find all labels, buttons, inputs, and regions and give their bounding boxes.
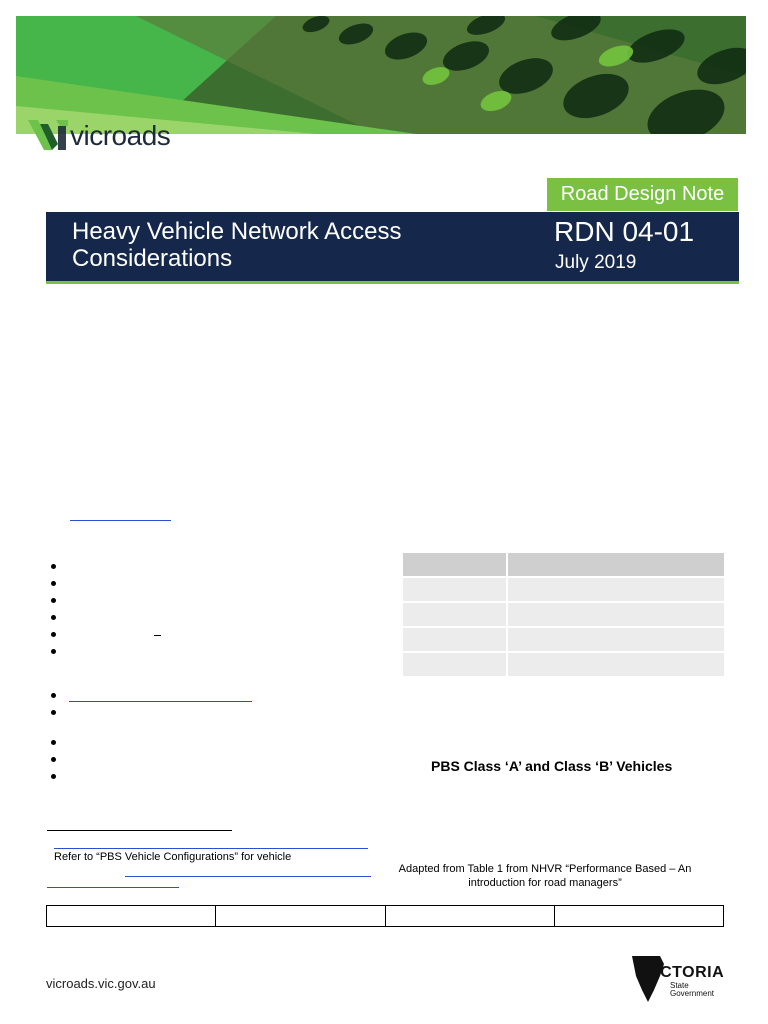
table-header-row (403, 553, 724, 577)
bottom-table (46, 905, 724, 927)
victoria-government-logo (630, 954, 730, 1002)
bullet-point (51, 632, 56, 637)
hyperlink-underline[interactable] (69, 701, 252, 702)
bullet-point (51, 581, 56, 586)
bullet-point (51, 693, 56, 698)
bullet-point (51, 740, 56, 745)
table-cell (216, 906, 385, 926)
table-cell (555, 906, 723, 926)
bullet-point (51, 710, 56, 715)
document-number: RDN 04-01 (554, 216, 695, 247)
road-design-note-tag: Road Design Note (547, 178, 738, 211)
hyperlink-underline[interactable] (125, 876, 371, 877)
vicroads-logo-text: vicroads (70, 120, 171, 151)
bullet-point (51, 757, 56, 762)
table-caption: Adapted from Table 1 from NHVR “Performance Based – An introduction for road managers” (398, 863, 692, 889)
hyperlink-underline[interactable] (54, 848, 368, 849)
victoria-logo-text: VICTORIA (644, 964, 725, 981)
footnote-text: Refer to “PBS Vehicle Configurations” for vehicle (54, 851, 292, 863)
hyperlink-underline[interactable] (70, 520, 171, 521)
table-row (403, 577, 724, 602)
document-title: Heavy Vehicle Network Access Considerations (72, 218, 402, 272)
vicroads-logo (26, 114, 226, 158)
bullet-point (51, 649, 56, 654)
footnote-separator (47, 830, 232, 831)
table-row (403, 627, 724, 652)
document-date: July 2019 (555, 252, 637, 273)
bullet-point (51, 774, 56, 779)
dash-mark (154, 635, 161, 636)
pbs-heading: PBS Class ‘A’ and Class ‘B’ Vehicles (431, 758, 673, 774)
title-band (46, 212, 739, 284)
hyperlink-underline[interactable] (47, 887, 179, 888)
table-row (403, 602, 724, 627)
vehicle-class-table (403, 553, 724, 678)
bullet-point (51, 564, 56, 569)
table-row (403, 652, 724, 677)
footer-url[interactable]: vicroads.vic.gov.au (46, 976, 156, 991)
bullet-point (51, 598, 56, 603)
bullet-point (51, 615, 56, 620)
state-government-text: State Government (670, 981, 715, 998)
vicroads-logo-icon (26, 114, 70, 158)
table-cell (47, 906, 216, 926)
table-cell (386, 906, 555, 926)
